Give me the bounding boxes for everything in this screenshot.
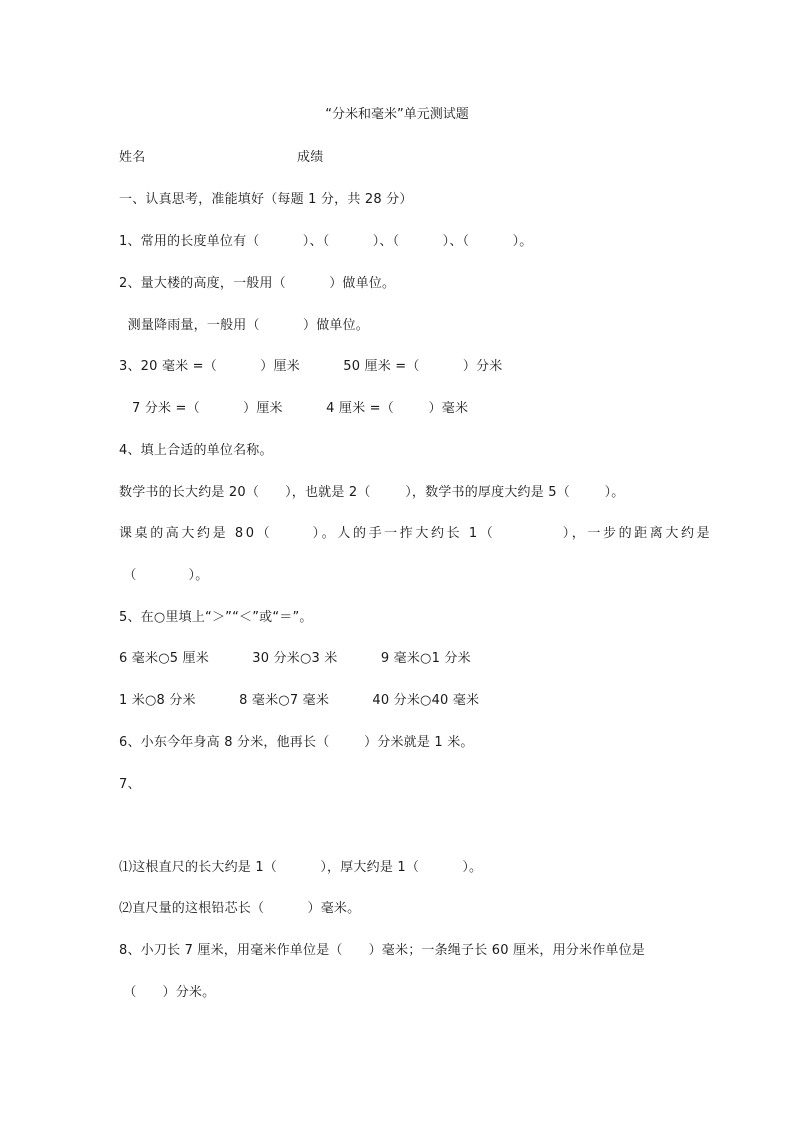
question-8a: 8、小刀长 7 厘米，用毫米作单位是（ ）毫米；一条绳子长 60 厘米，用分米作单位是 — [119, 943, 646, 958]
question-4a: 数学书的长大约是 20（ ），也就是 2（ ），数学书的厚度大约是 5（ ）。 — [119, 485, 625, 500]
question-4c: （ ）。 — [119, 568, 209, 583]
question-2b: 测量降雨量，一般用（ ）做单位。 — [119, 318, 369, 333]
question-7a: ⑴这根直尺的长大约是 1（ ），厚大约是 1（ ）。 — [119, 860, 483, 875]
question-5a: 6 毫米○5 厘米 30 分米○3 米 9 毫米○1 分米 — [119, 651, 471, 666]
question-7b: ⑵直尺量的这根铅芯长（ ）毫米。 — [119, 901, 361, 916]
question-2a: 2、量大楼的高度，一般用（ ）做单位。 — [119, 276, 396, 291]
question-5b: 1 米○8 分米 8 毫米○7 毫米 40 分米○40 毫米 — [119, 693, 480, 708]
question-7: 7、 — [119, 777, 141, 792]
question-4: 4、填上合适的单位名称。 — [119, 443, 273, 458]
name-score-line: 姓名 成绩 — [119, 150, 324, 165]
question-3a: 3、20 毫米 =（ ）厘米 50 厘米 =（ ）分米 — [119, 359, 503, 374]
question-8b: （ ）分米。 — [119, 985, 216, 1000]
page-title: “分米和毫米”单元测试题 — [325, 107, 469, 122]
question-3b: 7 分米 =（ ）厘米 4 厘米 =（ ）毫米 — [119, 401, 469, 416]
question-4b: 课桌的高大约是 80（ ）。人的手一拃大约长 1（ ），一步的距离大约是 — [119, 526, 713, 541]
question-1: 1、常用的长度单位有（ ）、（ ）、（ ）、（ ）。 — [119, 234, 533, 249]
section-heading: 一、认真思考，准能填好（每题 1 分，共 28 分） — [119, 192, 413, 207]
question-5: 5、在○里填上“＞”“＜”或“＝”。 — [119, 610, 313, 625]
question-6: 6、小东今年身高 8 分米，他再长（ ）分米就是 1 米。 — [119, 735, 474, 750]
